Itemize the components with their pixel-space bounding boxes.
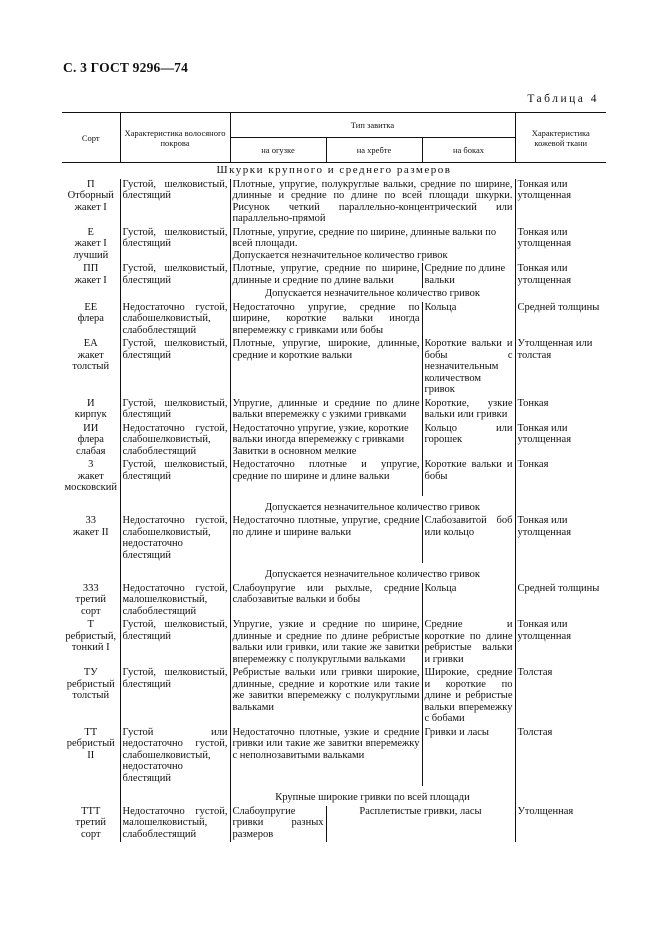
page-header: С. 3 ГОСТ 9296—74 xyxy=(63,60,189,75)
table-row xyxy=(62,398,606,423)
table-row xyxy=(62,338,606,398)
curl-cell: Плотные, упругие, полукруглые вальки, средние по ширине, длинные и средние по длине по всей площади шкурки. Рисунок четкий параллельно-концентрический или параллельно-прямой xyxy=(230,179,515,227)
leather-cell: Утолщенная xyxy=(515,806,606,843)
grade-cell: ПП жакет I xyxy=(74,263,107,286)
grade-cell: 333 третий сорт xyxy=(75,582,106,617)
sides-cell: Гривки и ласы xyxy=(422,727,515,787)
leather-cell: Тонкая или утолщенная xyxy=(515,423,606,460)
table-row xyxy=(62,423,606,460)
curl-cell: Недостаточно плотные, узкие и средние гривки или такие же завитки вперемежку с неполнозавитыми вальками xyxy=(230,727,422,787)
section-title: Шкурки крупного и среднего размеров xyxy=(216,164,452,176)
curl-cell: Плотные, упругие, средние по ширине, длинные и средние по длине вальки xyxy=(230,263,422,288)
table-row xyxy=(62,515,606,563)
header-curl-type: Тип завитка xyxy=(230,113,515,138)
sides-cell: Средние и короткие по длине ребристые вальки и гривки xyxy=(422,619,515,667)
hair-cell: Густой, шелковистый, блестящий xyxy=(120,227,230,264)
hair-cell: Густой, шелковистый, блестящий xyxy=(120,263,230,288)
sides-cell: Широкие, средние и короткие по длине и ребристые вальки вперемежку с бобами xyxy=(422,667,515,727)
sides-cell: Кольца xyxy=(422,302,515,339)
curl-cell xyxy=(230,227,515,264)
sides-cell: Короткие вальки и бобы xyxy=(422,459,515,496)
table-row xyxy=(62,583,606,620)
groin-cell: Слабоупругие гривки разных размеров xyxy=(230,806,326,843)
grade-cell: П Отборный жакет I xyxy=(67,178,114,213)
table-row xyxy=(62,619,606,667)
row-note: Крупные широкие гривки по всей площади xyxy=(230,786,515,806)
sides-cell: Короткие вальки и бобы с незначительным количеством гривок xyxy=(422,338,515,398)
curl-cell: Упругие, узкие и средние по ширине, длинные и средние по длине ребристые вальки или гривки, или такие же завитки вперемежку с полукруглыми вальками xyxy=(230,619,422,667)
leather-cell: Тонкая xyxy=(515,398,606,423)
table-row xyxy=(62,179,606,227)
table-label: Таблица 4 xyxy=(527,93,599,105)
grades-table xyxy=(62,112,606,842)
sides-cell: Короткие, узкие вальки или гривки xyxy=(422,398,515,423)
table-row xyxy=(62,459,606,496)
table-row xyxy=(62,302,606,339)
hair-cell: Недостаточно густой, слабошелковистый, слабоблестящий xyxy=(120,423,230,460)
curl-cell: Недостаточно плотные и упругие, средние по ширине и длине вальки xyxy=(230,459,422,496)
hair-cell: Густой или недостаточно густой, слабошелковистый, недостаточно блестящий xyxy=(120,727,230,787)
hair-cell: Недостаточно густой, малошелковистый, слабоблестящий xyxy=(120,806,230,843)
grade-cell: Е жакет I лучший xyxy=(73,226,109,261)
grade-cell: ТТТ третий сорт xyxy=(75,805,106,840)
row-note: Допускается незначительное количество гривок xyxy=(230,563,515,583)
hair-cell: Густой, шелковистый, блестящий xyxy=(120,619,230,667)
table-row xyxy=(62,263,606,288)
curl-cell: Слабоупругие или рыхлые, средние слабозавитые вальки и бобы xyxy=(230,583,422,620)
leather-cell: Толстая xyxy=(515,667,606,727)
leather-cell: Тонкая или утолщенная xyxy=(515,263,606,288)
curl-cell xyxy=(230,423,422,460)
curl-note: Допускается незначительное количество гривок xyxy=(232,249,448,261)
table-row xyxy=(62,727,606,787)
grade-cell: ТУ ребристый толстый xyxy=(66,667,115,701)
header-grade: Сорт xyxy=(62,113,120,163)
curl-cell: Недостаточно упругие, средние по ширине, короткие вальки иногда вперемежку с гривками или бобы xyxy=(230,302,422,339)
header-sides: на боках xyxy=(422,138,515,163)
leather-cell: Средней толщины xyxy=(515,583,606,620)
grade-cell: ЕА жакет толстый xyxy=(72,338,110,372)
leather-cell: Тонкая или утолщенная xyxy=(515,179,606,227)
header-hair: Характеристика волосяного покрова xyxy=(120,113,230,163)
grade-cell: 33 жакет II xyxy=(72,515,109,538)
leather-cell: Тонкая или утолщенная xyxy=(515,619,606,667)
hair-cell: Густой, шелковистый, блестящий xyxy=(120,459,230,496)
curl-cell: Ребристые вальки или гривки широкие, длинные, средние и короткие или такие же завитки вперемежку с полукруглыми вальками xyxy=(230,667,422,727)
grade-cell: 3 жакет московский xyxy=(64,459,118,493)
grade-cell: ТТ ребристый II xyxy=(66,726,115,761)
leather-cell: Тонкая или утолщенная xyxy=(515,515,606,563)
hair-cell: Густой, шелковистый, блестящий xyxy=(120,667,230,727)
hair-cell: Недостаточно густой, малошелковистый, слабоблестящий xyxy=(120,583,230,620)
row-note: Допускается незначительное количество гривок xyxy=(230,288,515,302)
hair-cell: Недостаточно густой, слабошелковистый, недостаточно блестящий xyxy=(120,515,230,563)
hair-cell: Густой, шелковистый, блестящий xyxy=(120,398,230,423)
hair-cell: Недостаточно густой, слабошелковистый, слабоблестящий xyxy=(120,302,230,339)
row-note: Допускается незначительное количество гривок xyxy=(230,496,515,516)
grade-cell: И кирпук xyxy=(74,397,107,420)
hair-cell: Густой, шелковистый, блестящий xyxy=(120,338,230,398)
table-row xyxy=(62,667,606,727)
curl-text: Плотные, упругие, средние по ширине, длинные вальки по всей площади. xyxy=(232,226,497,249)
leather-cell: Утолщенная или толстая xyxy=(515,338,606,398)
hair-cell: Густой, шелковистый, блестящий xyxy=(120,179,230,227)
sides-cell: Слабозавитой боб или кольцо xyxy=(422,515,515,563)
grade-cell: ИИ флера слабая xyxy=(76,422,106,457)
sides-cell: Кольцо или горошек xyxy=(422,423,515,460)
curl-cell: Упругие, длинные и средние по длине вальки вперемежку с узкими гривками xyxy=(230,398,422,423)
header-leather: Характеристика кожевой ткани xyxy=(515,113,606,163)
curl-cell: Плотные, упругие, широкие, длинные, средние и короткие вальки xyxy=(230,338,422,398)
ridge-sides-cell: Расплетистые гривки, ласы xyxy=(326,806,515,843)
table-row xyxy=(62,806,606,843)
table-row xyxy=(62,227,606,264)
leather-cell: Толстая xyxy=(515,727,606,787)
curl-extra: Завитки в основном мелкие xyxy=(232,445,357,457)
grade-cell: Т ребристый, тонкий I xyxy=(65,619,117,653)
leather-cell: Тонкая или утолщенная xyxy=(515,227,606,264)
leather-cell: Средней толщины xyxy=(515,302,606,339)
sides-cell: Средние по длине вальки xyxy=(422,263,515,288)
curl-text: Недостаточно упругие, узкие, короткие вальки иногда вперемежку с гривками xyxy=(232,422,409,445)
curl-cell: Недостаточно плотные, упругие, средние по длине и ширине вальки xyxy=(230,515,422,563)
header-groin: на огузке xyxy=(230,138,326,163)
sides-cell: Кольца xyxy=(422,583,515,620)
grade-cell: ЕЕ флера xyxy=(77,301,104,324)
header-ridge: на хребте xyxy=(326,138,422,163)
leather-cell: Тонкая xyxy=(515,459,606,496)
